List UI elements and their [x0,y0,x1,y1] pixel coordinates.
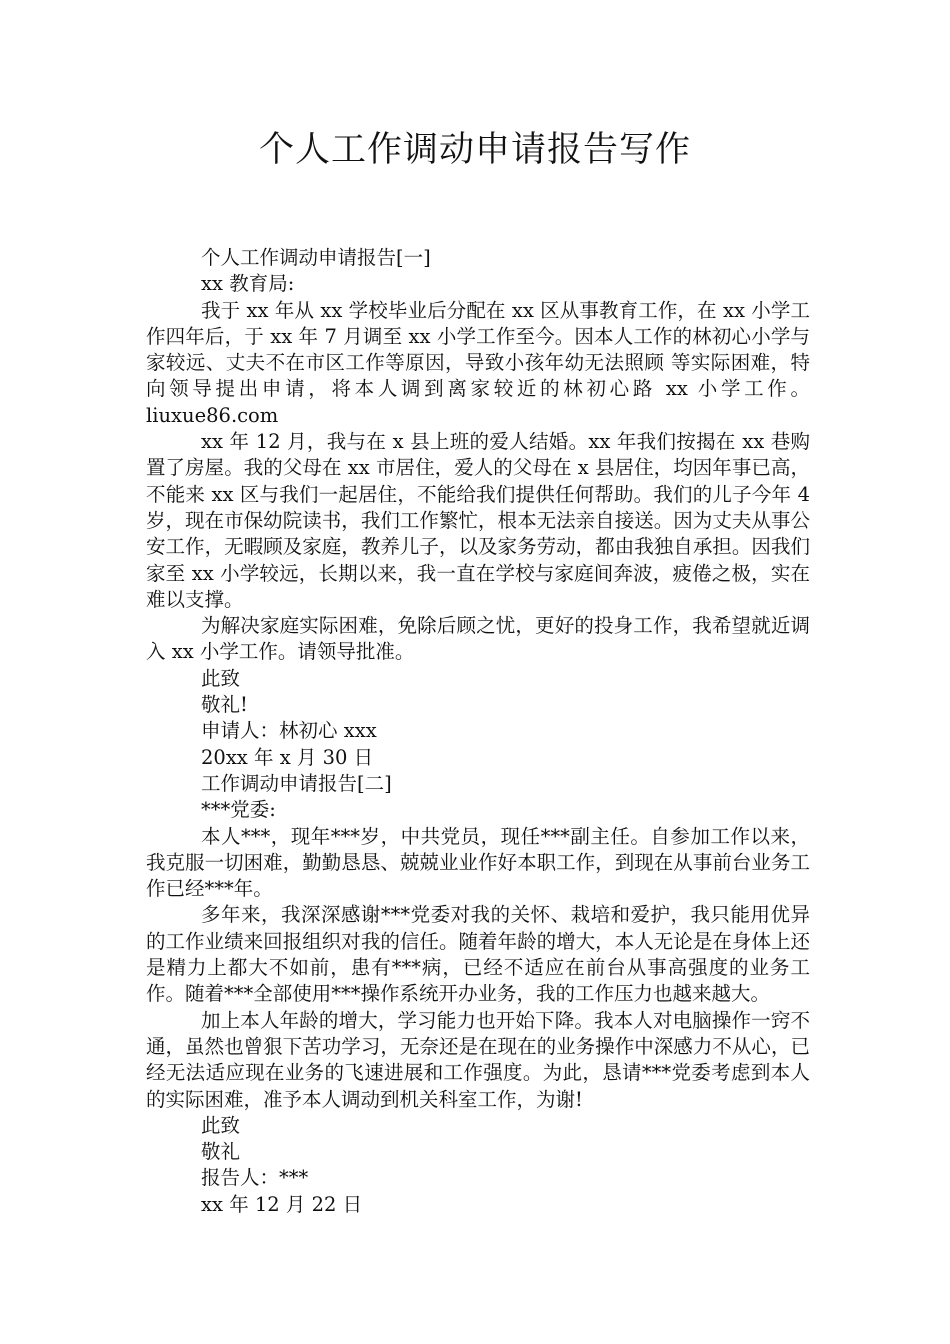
report1-heading: 个人工作调动申请报告[一] [201,246,431,269]
report2-paragraph-3: 加上本人年龄的增大，学习能力也开始下降。我本人对电脑操作一窍不通，虽然也曾狠下苦功学习，无奈还是在现在的业务操作中深感力不从心，已经无法适应现在业务的飞速进展和工作强度。为此，恳请***党委考虑到本人的实际困难，准予本人调动到机关科室工作，为谢! [146,1008,810,1111]
report1-paragraph-2: xx 年 12 月，我与在 x 县上班的爱人结婚。xx 年我们按揭在 xx 巷购置了房屋。我的父母在 xx 市居住，爱人的父母在 x 县居住，均因年事已高，不能来 xx 区与我们一起居住，不能给我们提供任何帮助。我们的儿子今年 4 岁，现在市保幼院读书，我们工作繁忙，根本无法亲自接送。因为丈夫从事公安工作，无暇顾及家庭，教养儿子，以及家务劳动，都由我独自承担。因我们家至 xx 小学较远，长期以来，我一直在学校与家庭间奔波，疲倦之极，实在难以支撑。 [146,430,810,611]
report2-paragraph-2: 多年来，我深深感谢***党委对我的关怀、栽培和爱护，我只能用优异的工作业绩来回报组织对我的信任。随着年龄的增大，本人无论是在身体上还是精力上都大不如前，患有***病，已经不适应在前台从事高强度的业务工作。随着***全部使用***操作系统开办业务，我的工作压力也越来越大。 [146,903,810,1006]
report2-date: xx 年 12 月 22 日 [201,1192,363,1216]
report1-salute: 敬礼! [201,693,248,717]
report1-date: 20xx 年 x 月 30 日 [201,745,374,769]
report1-addressee: xx 教育局: [201,272,295,296]
report1-paragraph-3: 为解决家庭实际困难，免除后顾之忧，更好的投身工作，我希望就近调入 xx 小学工作。请领导批准。 [146,614,810,664]
report1-closing: 此致 [201,666,241,690]
report2-salute: 敬礼 [201,1140,241,1164]
report1-paragraph-1: 我于 xx 年从 xx 学校毕业后分配在 xx 区从事教育工作，在 xx 小学工作四年后，于 xx 年 7 月调至 xx 小学工作至今。因本人工作的林初心小学与家较远、丈夫不在市区工作等原因，导致小孩年幼无法照顾 等实际困难，特向领导提出申请，将本人调到离家较近的林初心路 xx 小学工作。liuxue86.com [146,298,810,427]
report2-addressee: ***党委: [201,798,276,822]
document-body [146,245,810,1218]
report1-applicant: 申请人：林初心 xxx [201,719,377,743]
report2-reporter: 报告人：*** [201,1166,309,1190]
report2-closing: 此致 [201,1113,241,1137]
report2-paragraph-1: 本人***，现年***岁，中共党员，现任***副主任。自参加工作以来，我克服一切困难，勤勤恳恳、兢兢业业作好本职工作，到现在从事前台业务工作已经***年。 [146,824,810,901]
document-title: 个人工作调动申请报告写作 [258,130,691,170]
report2-heading: 工作调动申请报告[二] [201,771,392,795]
